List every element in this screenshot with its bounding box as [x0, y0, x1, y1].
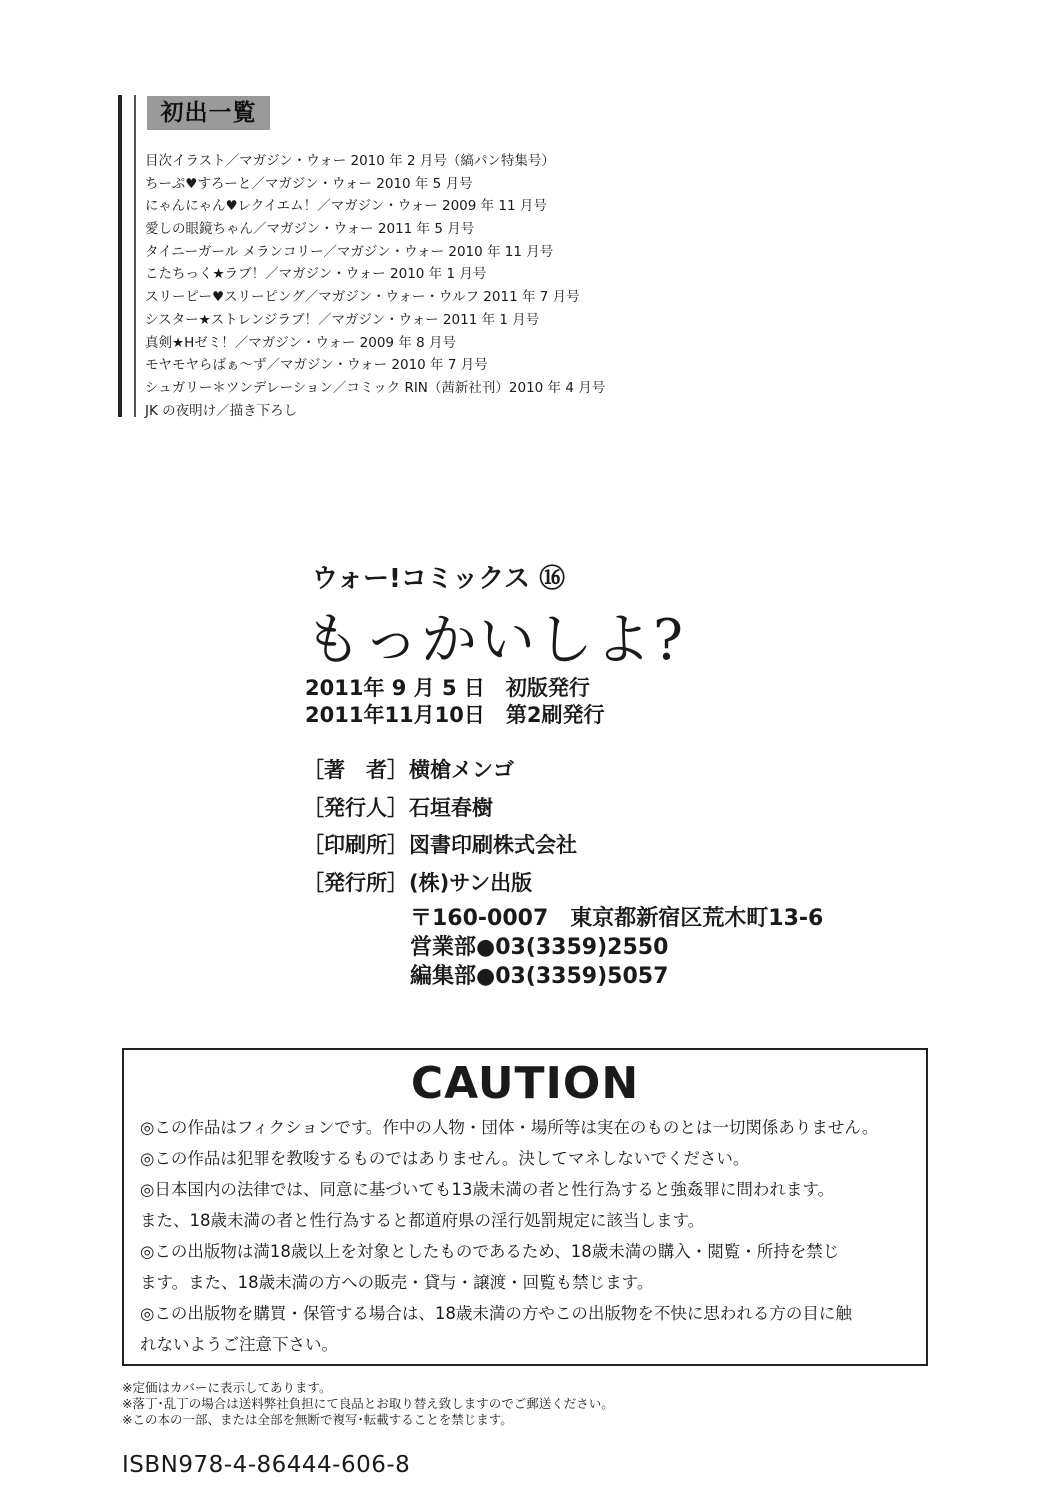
list-item: タイニーガール メランコリー／マガジン・ウォー 2010 年 11 月号 [145, 243, 554, 260]
caution-title: CAUTION [410, 1058, 640, 1109]
credit-value: 横槍メンゴ [409, 758, 514, 782]
caution-line: ◎この出版物は満18歳以上を対象としたものであるため、18歳未満の購入・閲覧・所持を禁じ [140, 1242, 840, 1261]
second-printing-date: 2011年11月10日 第2刷発行 [305, 703, 605, 727]
list-item: モヤモヤらばぁ～ず／マガジン・ウォー 2010 年 7 月号 [145, 357, 488, 374]
publisher-address [410, 904, 823, 991]
credit-label: ［印刷所］ [303, 833, 408, 857]
sales-phone: 営業部●03(3359)2550 [410, 935, 669, 960]
editorial-phone: 編集部●03(3359)5057 [410, 964, 669, 989]
postal-address: 〒160-0007 東京都新宿区荒木町13-6 [410, 906, 824, 931]
book-title: もっかいしよ? [305, 608, 686, 673]
caution-line: ◎日本国内の法律では、同意に基づいても13歳未満の者と性行為すると強姦罪に問われます。 [140, 1180, 835, 1199]
series-name: ウォー!コミックス ⑯ [312, 564, 566, 594]
first-appearance-list [145, 150, 605, 422]
list-item: にゃんにゃん♥レクイエム！／マガジン・ウォー 2009 年 11 月号 [145, 198, 547, 215]
credit-value: 石垣春樹 [409, 795, 493, 820]
list-item: 目次イラスト／マガジン・ウォー 2010 年 2 月号（縞パン特集号） [145, 153, 555, 169]
credit-publisher [303, 865, 577, 903]
credit-printer [303, 827, 577, 865]
section-bar-outer [118, 95, 122, 417]
credit-publisher-person [303, 790, 577, 828]
list-item: スリーピー♥スリーピング／マガジン・ウォー・ウルフ 2011 年 7 月号 [145, 289, 580, 306]
note: ※落丁･乱丁の場合は送料弊社負担にて良品とお取り替え致しますのでご郵送ください。 [122, 1396, 614, 1411]
note: ※定価はカバーに表示してあります。 [122, 1380, 332, 1395]
caution-lines [140, 1112, 878, 1360]
list-item: こたちっく★ラブ！／マガジン・ウォー 2010 年 1 月号 [145, 266, 487, 283]
caution-line: ます。また、18歳未満の方への販売・貸与・譲渡・回覧も禁じます。 [140, 1273, 654, 1292]
caution-line: ◎この作品は犯罪を教唆するものではありません。決してマネしないでください。 [140, 1149, 750, 1168]
list-item: 真剣★Hゼミ！／マガジン・ウォー 2009 年 8 月号 [145, 334, 456, 351]
first-edition-date: 2011年 9 月 5 日 初版発行 [305, 676, 590, 700]
list-item: ちーぷ♥すろーと／マガジン・ウォー 2010 年 5 月号 [145, 175, 473, 192]
note: ※この本の一部、または全部を無断で複写･転載することを禁じます。 [122, 1412, 513, 1427]
caution-line: ◎この出版物を購買・保管する場合は、18歳未満の方やこの出版物を不快に思われる方の目に触 [140, 1304, 852, 1323]
credit-value: 図書印刷株式会社 [409, 833, 577, 857]
notes [122, 1380, 614, 1428]
publication-dates [305, 675, 605, 729]
credit-author [303, 752, 577, 790]
caution-line: ◎この作品はフィクションです。作中の人物・団体・場所等は実在のものとは一切関係ありません。 [140, 1118, 879, 1137]
caution-line: れないようご注意下さい。 [140, 1335, 338, 1354]
list-item: JK の夜明け／描き下ろし [145, 402, 298, 419]
credit-value: (株)サン出版 [409, 870, 533, 895]
credit-label: ［著 者］ [303, 758, 408, 782]
caution-line: また、18歳未満の者と性行為すると都道府県の淫行処罰規定に該当します。 [140, 1211, 705, 1230]
section-bar-inner [134, 95, 136, 417]
caution-box [122, 1048, 928, 1366]
credits [303, 752, 577, 902]
first-appearance-heading: 初出一覧 [147, 96, 270, 130]
list-item: シュガリー＊ツンデレーション／コミック RIN（茜新社刊）2010 年 4 月号 [145, 379, 606, 396]
list-item: 愛しの眼鏡ちゃん／マガジン・ウォー 2011 年 5 月号 [145, 221, 475, 238]
isbn: ISBN978-4-86444-606-8 [122, 1452, 411, 1478]
credit-label: ［発行人］ [303, 795, 408, 820]
credit-label: ［発行所］ [303, 870, 408, 895]
list-item: シスター★ストレンジラブ！／マガジン・ウォー 2011 年 1 月号 [145, 311, 540, 328]
